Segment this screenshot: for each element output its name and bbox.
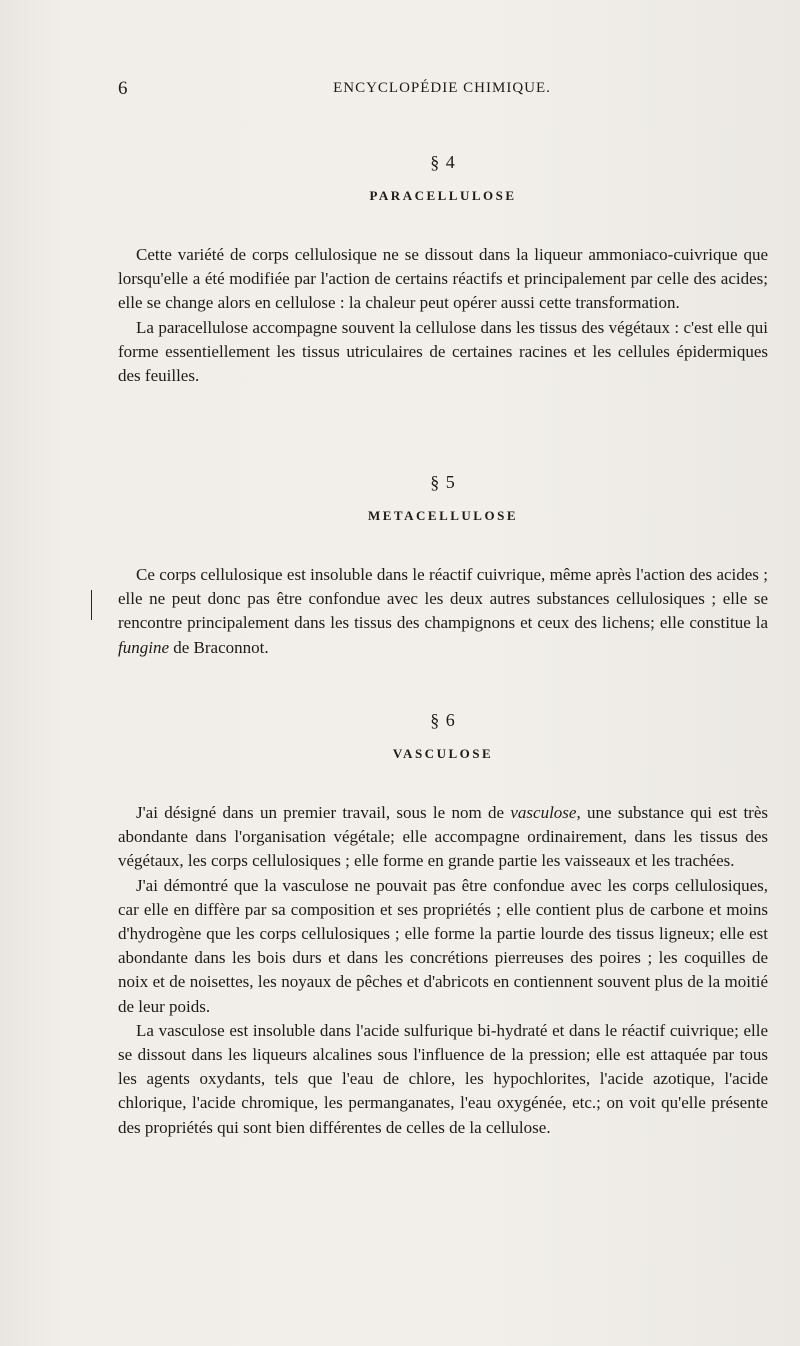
- paragraph: La vasculose est insoluble dans l'acide sulfurique bi-hydraté et dans le réactif cuivrique; elle se dissout dans les liqueurs alcalines sous l'influence de la pression; elle est attaquée par tous les agents oxydants, tels que l'eau de chlore, les hypochlorites, l'acide azotique, l'acide chlorique, l'acide chromique, les permanganates, l'eau oxygénée, etc.; on voit qu'elle présente des propriétés qui sont bien différentes de celles de la cellulose.: [118, 1020, 768, 1137]
- paragraph: [118, 801, 768, 874]
- paragraph: Cette variété de corps cellulosique ne se dissout dans la liqueur ammoniaco-cuivrique que lorsqu'elle a été modifiée par l'action de certains réactifs et principalement par celle des acides; elle se change alors en cellulose : la chaleur peut opérer aussi cette transformation.: [118, 245, 768, 313]
- section-title: PARACELLULOSE: [369, 188, 517, 203]
- paragraph-text: , une substance qui est très abondante dans l'organisation végétale; elle accompagne ordinairement, dans les tissus des végétaux, les corps cellulosiques ; elle forme en grande partie les vaisseaux et les trachées.: [118, 803, 768, 871]
- section-number: § 4: [430, 152, 456, 172]
- italic-term: fungine: [118, 637, 169, 657]
- paragraph-text: J'ai désigné dans un premier travail, sous le nom de: [136, 803, 511, 822]
- section-metacellulose: [118, 472, 768, 660]
- page-header: [118, 78, 766, 102]
- paragraph: J'ai démontré que la vasculose ne pouvait pas être confondue avec les corps cellulosiques, car elle en diffère par sa composition et ses propriétés ; elle contient plus de carbone et moins d'hydrogène que les corps cellulosiques ; elle forme la partie lourde des tissus ligneux; elle est abondante dans les bois durs et dans les concrétions pierreuses des poires ; les coquilles de noix et de noisettes, les noyaux de pêches et d'abricots en contiennent souvent plus de la moitié de leur poids.: [118, 875, 768, 1016]
- paragraph: La paracellulose accompagne souvent la cellulose dans les tissus des végétaux : c'est elle qui forme essentiellement les tissus utriculaires de certaines racines et les cellules épidermiques des feuilles.: [118, 317, 768, 386]
- section-number: § 6: [430, 710, 456, 730]
- paragraph: [118, 563, 768, 660]
- running-head: ENCYCLOPÉDIE CHIMIQUE.: [333, 80, 551, 96]
- section-title: METACELLULOSE: [367, 508, 518, 523]
- paragraph-text: Ce corps cellulosique est insoluble dans le réactif cuivrique, même après l'action des acides ; elle ne peut donc pas être confondue avec les deux autres substances cellulosiques ; elle se rencontre principalement dans les tissus des champignons et ceux des lichens; elle constitue la: [118, 565, 768, 633]
- section-paracellulose: [118, 152, 768, 388]
- margin-mark: [91, 590, 92, 620]
- section-title: VASCULOSE: [392, 746, 494, 761]
- section-number: § 5: [430, 472, 456, 492]
- page-number: 6: [118, 78, 128, 99]
- paragraph-text: de Braconnot.: [169, 637, 269, 657]
- section-vasculose: [118, 710, 768, 1140]
- italic-term: vasculose: [510, 803, 577, 822]
